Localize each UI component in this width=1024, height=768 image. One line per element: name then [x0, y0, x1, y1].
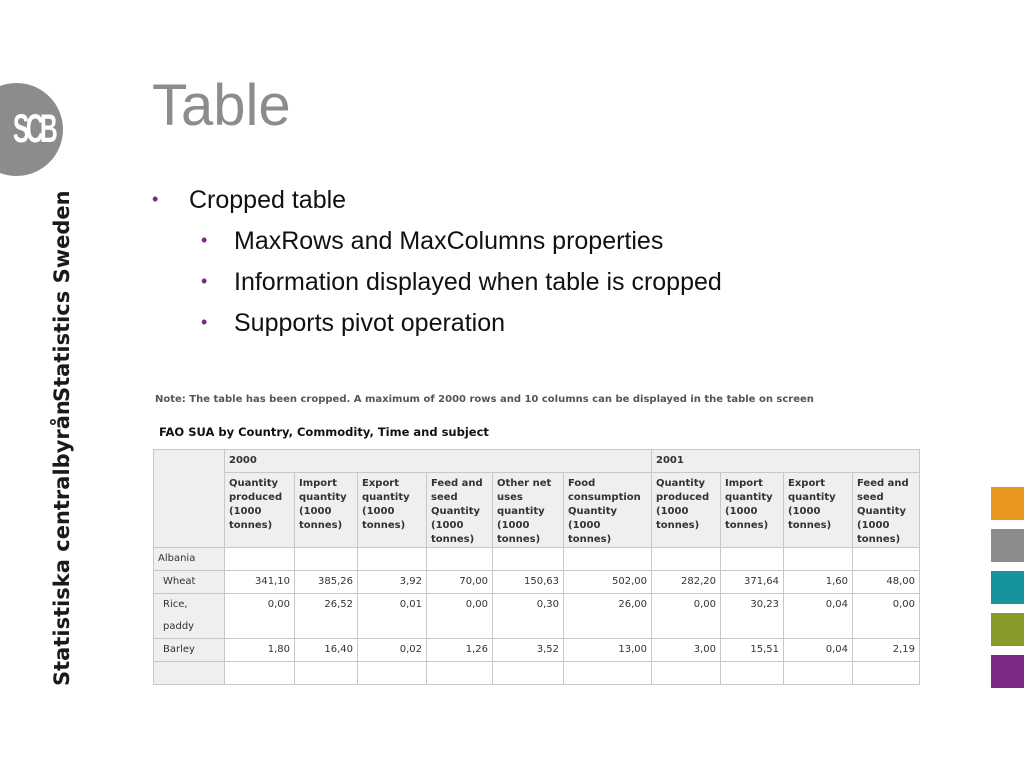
column-header: Quantity produced (1000 tonnes): [225, 473, 295, 548]
sub-bullet-item: [201, 268, 722, 309]
empty-cell: [784, 548, 853, 571]
bullet-text: Information displayed when table is cropped: [234, 268, 722, 296]
table-cell: 0,00: [225, 594, 295, 639]
sub-bullet-item: [201, 309, 722, 350]
empty-cell: [853, 548, 920, 571]
table-cell: 26,00: [564, 594, 652, 639]
table-cell: 3,52: [493, 639, 564, 662]
cropped-note: Note: The table has been cropped. A maximum of 2000 rows and 10 columns can be displayed in the table on screen: [155, 394, 814, 405]
table-row: [154, 662, 920, 685]
table-row: [154, 639, 920, 662]
country-row: [154, 548, 920, 571]
teal-swatch: [991, 571, 1024, 604]
table-cell: 0,04: [784, 594, 853, 639]
scb-logo-text: SCB: [12, 107, 55, 151]
year-header: 2001: [652, 450, 920, 473]
empty-cell: [564, 548, 652, 571]
table-cell: 0,00: [652, 594, 721, 639]
bullet-dot-icon: •: [152, 189, 159, 209]
year-header: 2000: [225, 450, 652, 473]
corner-cell: [154, 450, 225, 548]
table-cell: 385,26: [295, 571, 358, 594]
empty-cell: [493, 662, 564, 685]
empty-cell: [358, 662, 427, 685]
table-cell: 341,10: [225, 571, 295, 594]
table-cell: 0,02: [358, 639, 427, 662]
table-cell: 0,04: [784, 639, 853, 662]
table-cell: 282,20: [652, 571, 721, 594]
row-label: Wheat: [154, 571, 225, 594]
bullet-dot-icon: •: [201, 271, 208, 291]
row-label: [154, 662, 225, 685]
empty-cell: [652, 662, 721, 685]
table-cell: 0,01: [358, 594, 427, 639]
scb-logo: [0, 83, 63, 176]
table-cell: 1,26: [427, 639, 493, 662]
table-cell: 16,40: [295, 639, 358, 662]
brand-name-sv: Statistiska centralbyrån: [50, 400, 74, 686]
data-table: [153, 449, 920, 685]
column-header: Food consumption Quantity (1000 tonnes): [564, 473, 652, 548]
table-cell: 1,60: [784, 571, 853, 594]
sub-bullet-item: [201, 227, 722, 268]
table-cell: 2,19: [853, 639, 920, 662]
table-row: [154, 594, 920, 639]
bullet-text: Supports pivot operation: [234, 309, 506, 337]
empty-cell: [853, 662, 920, 685]
bullet-dot-icon: •: [201, 230, 208, 250]
table-cell: 502,00: [564, 571, 652, 594]
empty-cell: [427, 662, 493, 685]
table-cell: 3,00: [652, 639, 721, 662]
table-caption: FAO SUA by Country, Commodity, Time and subject: [159, 425, 489, 439]
table-cell: 3,92: [358, 571, 427, 594]
table-cell: 0,00: [853, 594, 920, 639]
table-cell: 0,00: [427, 594, 493, 639]
country-label: Albania: [154, 548, 225, 571]
table-cell: 26,52: [295, 594, 358, 639]
column-header: Quantity produced (1000 tonnes): [652, 473, 721, 548]
empty-cell: [784, 662, 853, 685]
purple-swatch: [991, 655, 1024, 688]
bullet-list: [152, 186, 722, 350]
empty-cell: [295, 662, 358, 685]
column-header: Import quantity (1000 tonnes): [721, 473, 784, 548]
table-cell: 70,00: [427, 571, 493, 594]
table-row: [154, 571, 920, 594]
bullet-item: [152, 186, 722, 227]
empty-cell: [652, 548, 721, 571]
column-header: Feed and seed Quantity (1000 tonnes): [853, 473, 920, 548]
empty-cell: [225, 662, 295, 685]
empty-cell: [295, 548, 358, 571]
column-header: Feed and seed Quantity (1000 tonnes): [427, 473, 493, 548]
table-cell: 13,00: [564, 639, 652, 662]
orange-swatch: [991, 487, 1024, 520]
row-label: Rice, paddy: [154, 594, 225, 639]
table-cell: 371,64: [721, 571, 784, 594]
empty-cell: [721, 662, 784, 685]
bullet-text: MaxRows and MaxColumns properties: [234, 227, 664, 255]
gray-swatch: [991, 529, 1024, 562]
empty-cell: [564, 662, 652, 685]
empty-cell: [493, 548, 564, 571]
table-cell: 48,00: [853, 571, 920, 594]
empty-cell: [427, 548, 493, 571]
brand-name-en: Statistics Sweden: [50, 190, 74, 402]
column-header: Other net uses quantity (1000 tonnes): [493, 473, 564, 548]
slide-title: Table: [152, 73, 291, 138]
table-cell: 15,51: [721, 639, 784, 662]
column-header: Export quantity (1000 tonnes): [784, 473, 853, 548]
bullet-text: Cropped table: [189, 186, 347, 214]
column-header: Import quantity (1000 tonnes): [295, 473, 358, 548]
table-cell: 1,80: [225, 639, 295, 662]
data-table-container: [153, 449, 920, 655]
empty-cell: [225, 548, 295, 571]
empty-cell: [721, 548, 784, 571]
table-cell: 30,23: [721, 594, 784, 639]
empty-cell: [358, 548, 427, 571]
olive-swatch: [991, 613, 1024, 646]
row-label: Barley: [154, 639, 225, 662]
bullet-dot-icon: •: [201, 312, 208, 332]
column-header: Export quantity (1000 tonnes): [358, 473, 427, 548]
table-cell: 150,63: [493, 571, 564, 594]
table-cell: 0,30: [493, 594, 564, 639]
